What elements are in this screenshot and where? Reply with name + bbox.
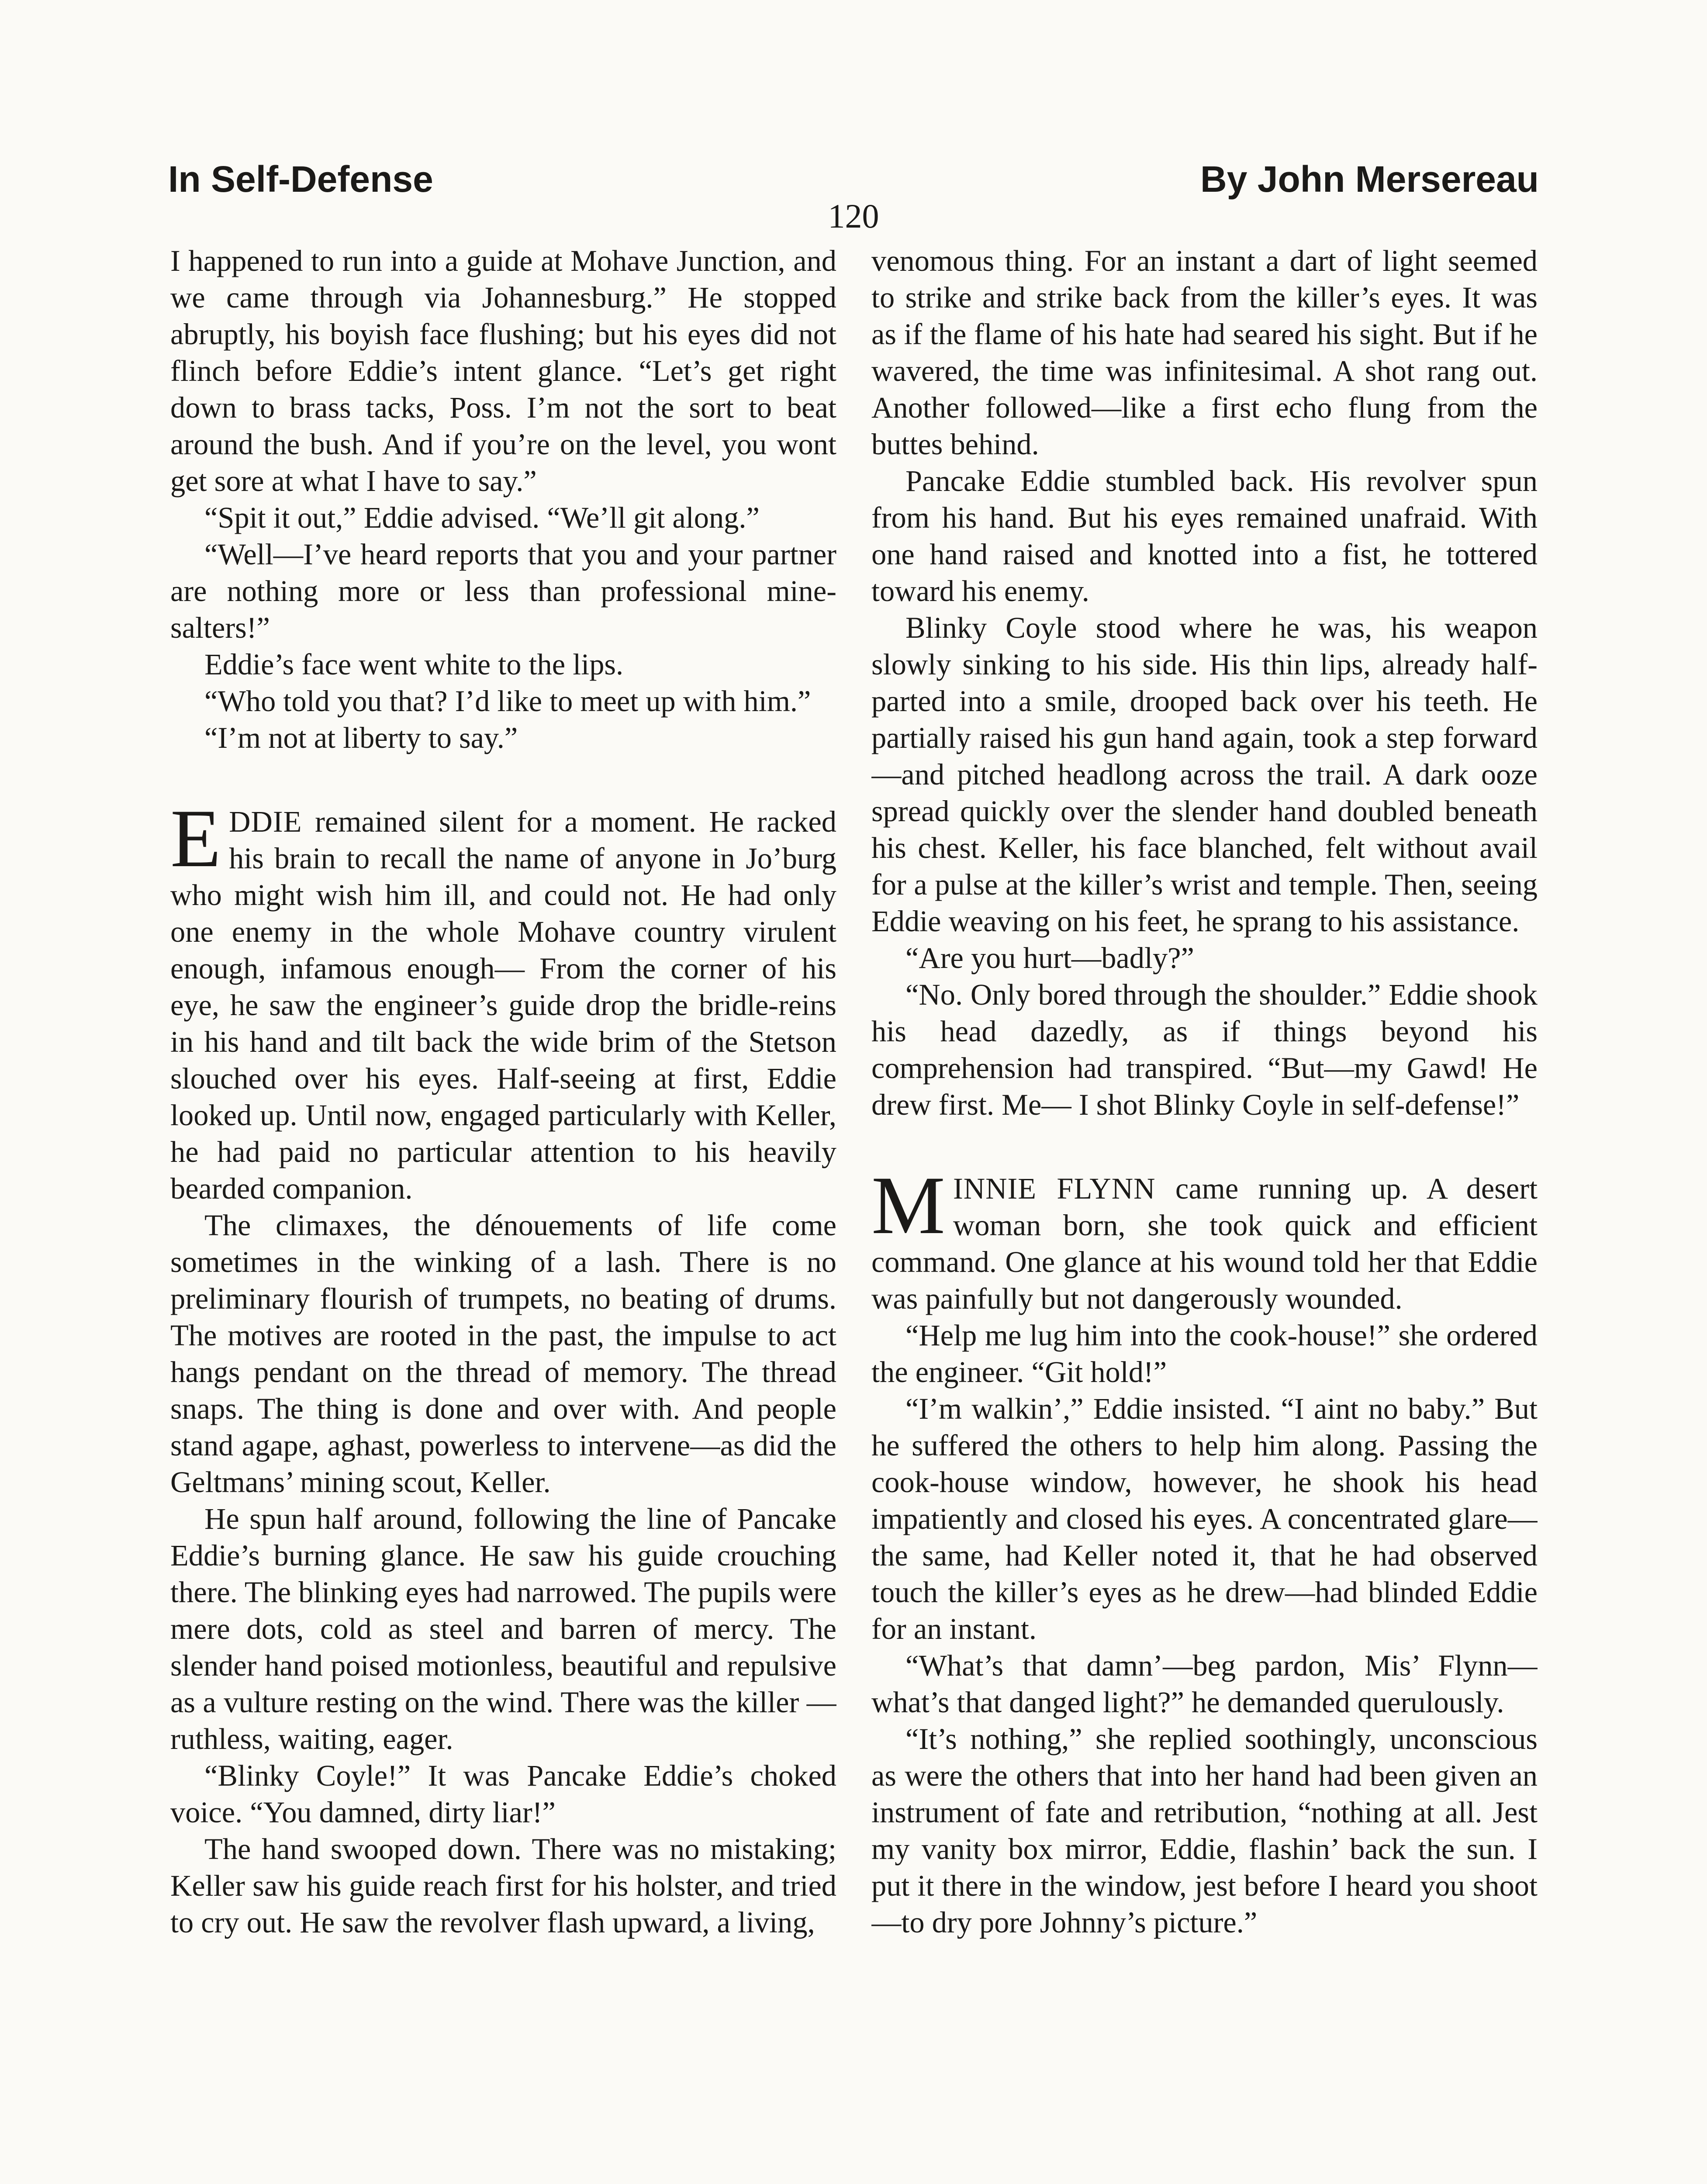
paragraph: “What’s that damn’—beg pardon, Mis’ Flynn—what’s that danged light?” he demanded querulously. [871,1649,1538,1719]
small-caps-lead: INNIE FLYNN [953,1172,1156,1205]
left-column [170,242,836,2184]
paragraph: “No. Only bored through the shoulder.” Eddie shook his head dazedly, as if things beyond his comprehension had transpired. “But—my Gawd! He drew first. Me— I shot Blinky Coyle in self-defense!” [871,978,1538,1121]
paragraph: “I’m walkin’,” Eddie insisted. “I aint no baby.” But he suffered the others to help him along. Passing the cook-house window, however, he shook his head impatiently and closed his eyes. A concentrated glare—the same, had Keller noted it, that he had observed touch the killer’s eyes as he drew—had blinded Eddie for an instant. [871,1392,1538,1645]
paragraph: “Blinky Coyle!” It was Pancake Eddie’s choked voice. “You damned, dirty liar!” [170,1759,836,1829]
section-paragraph [871,1160,1538,1317]
right-column [871,242,1538,2184]
paragraph-text: remained silent for a moment. He racked his brain to recall the name of anyone in Jo’burg who might wish him ill, and could not. He had only one enemy in the whole Mohave country virulent enough, infamous enough— From the corner of his eye, he saw the engineer’s guide drop the bridle-reins in his hand and tilt back the wide brim of the Stetson slouched over his eyes. Half-seeing at first, Eddie looked up. Until now, engaged particularly with Keller, he had paid no particular attention to his heavily bearded companion. [170,805,836,1205]
paragraph: venomous thing. For an instant a dart of light seemed to strike and strike back from the killer’s eyes. It was as if the flame of his hate had seared his sight. But if he wavered, the time was infinitesimal. A shot rang out. Another followed—like a first echo flung from the buttes behind. [871,244,1538,461]
small-caps-lead: DDIE [229,805,302,838]
running-head [168,155,1539,203]
paragraph: The hand swooped down. There was no mistaking; Keller saw his guide reach first for his holster, and tried to cry out. He saw the revolver flash upward, a living, [170,1832,836,1939]
author-byline: By John Mersereau [1200,159,1539,200]
paragraph: “Are you hurt—badly?” [905,941,1194,975]
paragraph-text: came running up. A desert woman born, she took quick and efficient command. One glance at his wound told her that Eddie was painfully but not dangerously wounded. [871,1172,1538,1315]
drop-cap: M [871,1160,945,1251]
paragraph: Eddie’s face went white to the lips. [204,648,624,681]
page-number: 120 [828,197,879,235]
paragraph: “I’m not at liberty to say.” [204,721,518,754]
paragraph: “Spit it out,” Eddie advised. “We’ll git along.” [204,501,760,534]
paragraph: He spun half around, following the line of Pancake Eddie’s burning glance. He saw his guide crouching there. The blinking eyes had narrowed. The pupils were mere dots, cold as steel and barren of mercy. The slender hand poised motionless, beautiful and repulsive as a vulture resting on the wind. There was the killer —ruthless, waiting, eager. [170,1502,836,1755]
story-title: In Self-Defense [168,159,433,200]
paragraph: I happened to run into a guide at Mohave Junction, and we came through via Johannesburg.” He stopped abruptly, his boyish face flushing; but his eyes did not flinch before Eddie’s intent glance. “Let’s get right down to brass tacks, Poss. I’m not the sort to beat around the bush. And if you’re on the level, you wont get sore at what I have to say.” [170,244,836,498]
paragraph: The climaxes, the dénouements of life come sometimes in the winking of a lash. There is no preliminary flourish of trumpets, no beating of drums. The motives are rooted in the past, the impulse to act hangs pendant on the thread of memory. The thread snaps. The thing is done and over with. And people stand agape, aghast, powerless to intervene—as did the Geltmans’ mining scout, Keller. [170,1209,836,1499]
paragraph: “Who told you that? I’d like to meet up with him.” [204,684,811,718]
paragraph: Blinky Coyle stood where he was, his weapon slowly sinking to his side. His thin lips, already half-parted into a smile, drooped back over his teeth. He partially raised his gun hand again, took a step forward—and pitched headlong across the trail. A dark ooze spread quickly over the slender hand doubled beneath his chest. Keller, his face blanched, felt without avail for a pulse at the killer’s wrist and temple. Then, seeing Eddie weaving on his feet, he sprang to his assistance. [871,611,1538,938]
paragraph: “Help me lug him into the cook-house!” she ordered the engineer. “Git hold!” [871,1319,1538,1389]
paragraph: Pancake Eddie stumbled back. His revolver spun from his hand. But his eyes remained unafraid. With one hand raised and knotted into a fist, he tottered toward his enemy. [871,464,1538,608]
drop-cap: E [170,793,221,885]
paragraph: “Well—I’ve heard reports that you and your partner are nothing more or less than professional mine-salters!” [170,538,836,644]
section-paragraph [170,793,836,1207]
paragraph: “It’s nothing,” she replied soothingly, unconscious as were the others that into her hand had been given an instrument of fate and retribution, “nothing at all. Jest my vanity box mirror, Eddie, flashin’ back the sun. I put it there in the window, jest before I heard you shoot—to dry pore Johnny’s picture.” [871,1722,1538,1939]
